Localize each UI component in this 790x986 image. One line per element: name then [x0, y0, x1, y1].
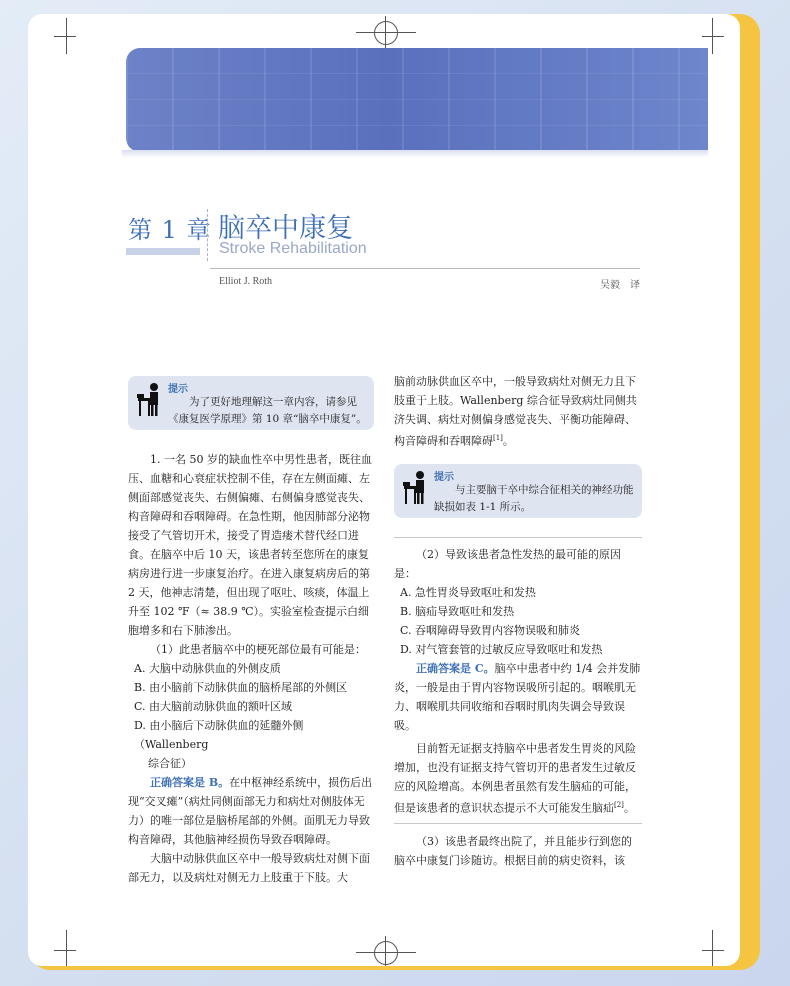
option-d: D. 对气管套管的过敏反应导致呕吐和发热: [400, 643, 603, 656]
header-rule: [210, 268, 640, 269]
option-c: C. 吞咽障碍导致胃内容物误吸和肺炎: [400, 624, 581, 637]
teacher-icon: [136, 382, 166, 418]
right-column-bottom: [394, 545, 642, 818]
section-separator: [394, 823, 642, 824]
option-c: C. 由大脑前动脉供血的额叶区域: [134, 700, 293, 713]
option-d-continued: 综合征）: [148, 757, 192, 770]
body-paragraph: 大脑中动脉供血区卒中一般导致病灶对侧下面部无力，以及病灶对侧无力上肢重于下肢。大: [128, 852, 370, 884]
question-2: （2）导致该患者急性发热的最可能的原因是：: [394, 548, 621, 580]
banner-shadow: [122, 150, 708, 158]
crop-mark: [712, 930, 713, 966]
right-column-top: [394, 372, 642, 451]
crop-mark: [66, 930, 67, 966]
teacher-icon: [402, 470, 432, 506]
option-b: B. 由小脑前下动脉供血的脑桥尾部的外侧区: [134, 681, 348, 694]
crop-mark: [54, 36, 76, 37]
crop-mark: [702, 36, 724, 37]
registration-line: [385, 936, 386, 966]
chapter-number: 第 1 章: [128, 216, 212, 244]
registration-mark-icon: [374, 941, 398, 965]
body-paragraph: 目前暂无证据支持脑卒中患者发生胃炎的风险增加，也没有证据支持气管切开的患者发生过敏反应的风险增高。本例患者虽然有发生脑疝的可能，但是该患者的意识状态提示不大可能发生脑疝[2]。: [394, 742, 636, 815]
chapter-title-cn: 脑卒中康复: [218, 213, 353, 244]
body-paragraph: 脑前动脉供血区卒中，一般导致病灶对侧无力且下肢重于上肢。Wallenberg 综合征导致病灶同侧共济失调、病灶对侧偏身感觉丧失、平衡功能障碍、构音障碍和吞咽障碍[1]。: [394, 375, 637, 448]
answer-label: 正确答案是 B。: [150, 776, 230, 789]
registration-line: [356, 32, 416, 33]
answer-paragraph: [394, 659, 642, 735]
option-d: D. 由小脑后下动脉供血的延髓外侧（Wallenberg: [134, 719, 304, 751]
answer-text: 在中枢神经系统中，损伤后出现“交叉瘫”（病灶同侧面部无力和病灶对侧肢体无力）的唯一部位是脑桥尾部的外侧。面肌无力导致构音障碍，其他脑神经损伤导致吞咽障碍。: [128, 776, 373, 846]
right-column-q3: [394, 832, 642, 870]
tip-text: 与主要脑干卒中综合征相关的神经功能缺损如表 1-1 所示。: [434, 484, 634, 513]
tip-box: [394, 464, 642, 518]
author-name: Elliot J. Roth: [219, 276, 273, 287]
option-b: B. 脑疝导致呕吐和发热: [400, 605, 515, 618]
question-3: （3）该患者最终出院了，并且能步行到您的脑卒中康复门诊随访。根据目前的病史资料，该: [394, 835, 632, 867]
tip-heading: 提示: [434, 472, 454, 483]
citation-ref: [2]: [614, 801, 624, 809]
crop-mark: [702, 950, 724, 951]
citation-ref: [1]: [493, 434, 503, 442]
crop-mark: [54, 950, 76, 951]
registration-mark-icon: [374, 21, 398, 45]
case-paragraph: 1. 一名 50 岁的缺血性卒中男性患者，既往血压、血糖和心衰症状控制不佳，存在左侧面瘫、左侧面部感觉丧失、右侧偏瘫、右侧偏身感觉丧失、构音障碍和吞咽障碍。在急性期，他因肺部分泌物接受了气管切开术，接受了胃造瘘术替代经口进食。在脑卒中后 10 天，该患者转至您所在的康复病房进行进一步康复治疗。在进入康复病房后的第 2 天，他神志清楚，但出现了呕吐、咳痰，体温上升至 102 ℉（≈ 38.9 ℃）。实验室检查提示白细胞增多和右下肺渗出。: [128, 453, 372, 637]
left-column: [128, 450, 374, 887]
registration-line: [385, 16, 386, 50]
question-1: （1）此患者脑卒中的梗死部位最有可能是：: [150, 643, 366, 656]
registration-line: [356, 952, 416, 953]
chapter-number-bar: [126, 248, 200, 255]
chapter-title-en: Stroke Rehabilitation: [219, 240, 367, 257]
translator-name: 吴毅 译: [600, 280, 640, 291]
tip-heading: 提示: [168, 384, 188, 395]
option-a: A. 大脑中动脉供血的外侧皮质: [134, 662, 281, 675]
answer-label: 正确答案是 C。: [416, 662, 495, 675]
answer-text: 脑卒中患者中约 1/4 会并发肺炎，一般是由于胃内容物误吸所引起的。咽喉肌无力、咽喉肌共同收缩和吞咽时肌肉失调会导致误吸。: [394, 662, 641, 732]
section-separator: [394, 537, 642, 538]
chapter-banner: [126, 48, 708, 152]
tip-text: 为了更好地理解这一章内容，请参见《康复医学原理》第 10 章“脑卒中康复”。: [168, 396, 367, 425]
tip-box: [128, 376, 374, 430]
option-a: A. 急性胃炎导致呕吐和发热: [400, 586, 536, 599]
answer-paragraph: [128, 773, 374, 849]
chapter-divider: [207, 209, 208, 261]
